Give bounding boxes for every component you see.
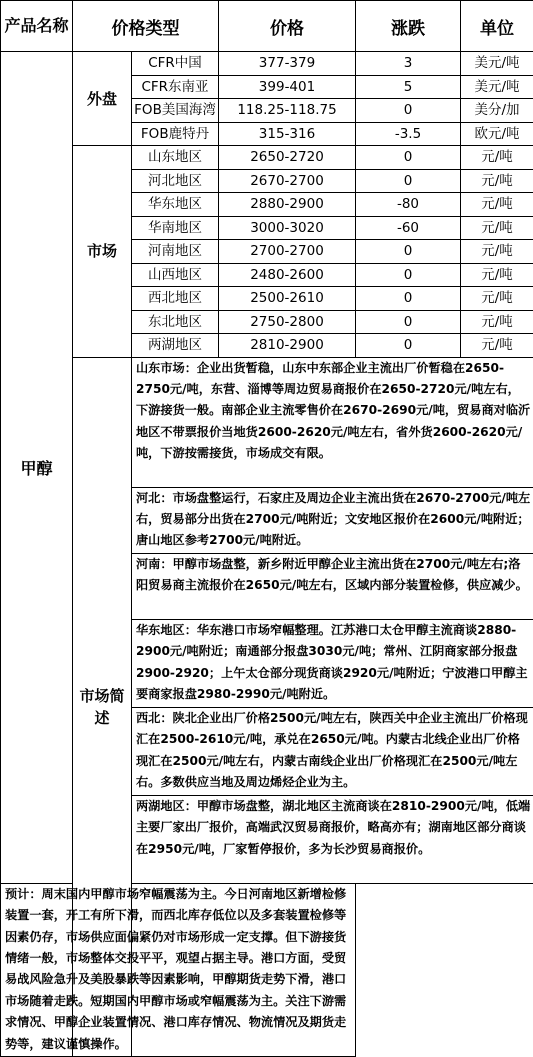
price-cell: 315-316 xyxy=(219,122,356,146)
summary-forecast: 预计：周末国内甲醇市场窄幅震荡为主。今日河南地区新增检修装置一套，开工有所下滑，而西北库存低位以及多套装置检修等因素仍存，市场供应面偏紧仍对市场形成一定支撑。但下游接货情绪一般，市场整体交投平平，观望占据主导。港口方面，受贸易战风险急升及美股暴跌等因素影响，甲醇期货走势下滑，港口市场随着走跌。短期国内甲醇市场或窄幅震荡为主。关注下游需求情况、甲醇企业装置情况、港口库存情况、物流情况及期货走势等，建议谨慎操作。 xyxy=(1,883,356,1056)
change-cell: 0 xyxy=(356,146,461,170)
header-row xyxy=(1,1,533,52)
unit-cell: 元/吨 xyxy=(461,146,533,170)
header-unit: 单位 xyxy=(461,1,533,52)
change-cell: 0 xyxy=(356,99,461,123)
price-cell: 377-379 xyxy=(219,52,356,76)
table-row xyxy=(1,146,533,170)
price-cell: 2810-2900 xyxy=(219,334,356,358)
unit-cell: 美分/加 xyxy=(461,99,533,123)
unit-cell: 元/吨 xyxy=(461,193,533,217)
type-cell: 两湖地区 xyxy=(132,334,219,358)
summary-huadong: 华东地区：华东港口市场窄幅整理。江苏港口太仓甲醇主流商谈2880-2900元/吨附近；南通部分报盘3030元/吨；常州、江阴商家部分报盘2900-2920；上午太仓部分现货商谈2920元/吨附近；宁波港口甲醇主要商家报盘2980-2990元/吨附近。 xyxy=(132,619,533,707)
header-price: 价格 xyxy=(219,1,356,52)
unit-cell: 元/吨 xyxy=(461,263,533,287)
price-cell: 2670-2700 xyxy=(219,169,356,193)
change-cell: 0 xyxy=(356,169,461,193)
change-cell: -3.5 xyxy=(356,122,461,146)
change-cell: 0 xyxy=(356,263,461,287)
unit-cell: 元/吨 xyxy=(461,287,533,311)
type-cell: CFR东南亚 xyxy=(132,75,219,99)
type-cell: 东北地区 xyxy=(132,310,219,334)
change-cell: 5 xyxy=(356,75,461,99)
table-row xyxy=(1,52,533,76)
header-change: 涨跌 xyxy=(356,1,461,52)
summary-row xyxy=(1,883,533,1056)
type-cell: 西北地区 xyxy=(132,287,219,311)
summary-label-text: 市场简述 xyxy=(79,685,125,729)
summary-lianghu: 两湖地区：甲醇市场盘整，湖北地区主流商谈在2810-2900元/吨，低端主要厂家出厂报价，高端武汉贸易商报价，略高亦有；湖南地区部分商谈在2950元/吨，厂家暂停报价，多为长沙贸易商报价。 xyxy=(132,795,533,883)
summary-shandong: 山东市场：企业出货暂稳，山东中东部企业主流出厂价暂稳在2650-2750元/吨，东营、淄博等周边贸易商报价在2650-2720元/吨左右，下游接货一般。南部企业主流零售价在2670-2690元/吨，贸易商对临沂地区不带票报价当地货2600-2620元/吨左右，省外货2600-2620元/吨，下游按需接货，市场成交有限。 xyxy=(132,357,533,487)
price-cell: 118.25-118.75 xyxy=(219,99,356,123)
summary-xibei: 西北：陕北企业出厂价格2500元/吨左右，陕西关中企业主流出厂价格现汇在2500-2610元/吨，承兑在2650元/吨。内蒙古北线企业出厂价格现汇在2500元/吨左右，内蒙古南线企业出厂价格现汇在2500元/吨左右。多数供应当地及周边烯烃企业为主。 xyxy=(132,707,533,795)
type-cell: CFR中国 xyxy=(132,52,219,76)
unit-cell: 元/吨 xyxy=(461,310,533,334)
price-cell: 3000-3020 xyxy=(219,216,356,240)
type-cell: 华东地区 xyxy=(132,193,219,217)
type-cell: 山东地区 xyxy=(132,146,219,170)
unit-cell: 元/吨 xyxy=(461,240,533,264)
change-cell: 3 xyxy=(356,52,461,76)
type-cell: FOB鹿特丹 xyxy=(132,122,219,146)
type-cell: 华南地区 xyxy=(132,216,219,240)
unit-cell: 元/吨 xyxy=(461,334,533,358)
change-cell: -60 xyxy=(356,216,461,240)
market-label: 市场 xyxy=(73,146,132,358)
unit-cell: 美元/吨 xyxy=(461,52,533,76)
product-name: 甲醇 xyxy=(1,52,73,884)
change-cell: 0 xyxy=(356,334,461,358)
change-cell: 0 xyxy=(356,310,461,334)
unit-cell: 欧元/吨 xyxy=(461,122,533,146)
change-cell: 0 xyxy=(356,287,461,311)
summary-hebei: 河北：市场盘整运行，石家庄及周边企业主流出货在2670-2700元/吨左右，贸易部分出货在2700元/吨附近；文安地区报价在2600元/吨附近；唐山地区参考2700元/吨附近。 xyxy=(132,487,533,553)
price-cell: 399-401 xyxy=(219,75,356,99)
price-cell: 2500-2610 xyxy=(219,287,356,311)
price-cell: 2880-2900 xyxy=(219,193,356,217)
unit-cell: 元/吨 xyxy=(461,216,533,240)
foreign-label: 外盘 xyxy=(73,52,132,146)
type-cell: 河北地区 xyxy=(132,169,219,193)
type-cell: FOB美国海湾 xyxy=(132,99,219,123)
header-type: 价格类型 xyxy=(73,1,219,52)
price-cell: 2750-2800 xyxy=(219,310,356,334)
price-cell: 2480-2600 xyxy=(219,263,356,287)
summary-row xyxy=(1,357,533,487)
header-product: 产品名称 xyxy=(1,1,73,52)
type-cell: 山西地区 xyxy=(132,263,219,287)
type-cell: 河南地区 xyxy=(132,240,219,264)
unit-cell: 美元/吨 xyxy=(461,75,533,99)
summary-henan: 河南：甲醇市场盘整，新乡附近甲醇企业主流出货在2700元/吨左右;洛阳贸易商主流报价在2650元/吨左右，区域内部分装置检修，供应减少。 xyxy=(132,553,533,619)
unit-cell: 元/吨 xyxy=(461,169,533,193)
change-cell: -80 xyxy=(356,193,461,217)
change-cell: 0 xyxy=(356,240,461,264)
price-cell: 2700-2700 xyxy=(219,240,356,264)
price-cell: 2650-2720 xyxy=(219,146,356,170)
